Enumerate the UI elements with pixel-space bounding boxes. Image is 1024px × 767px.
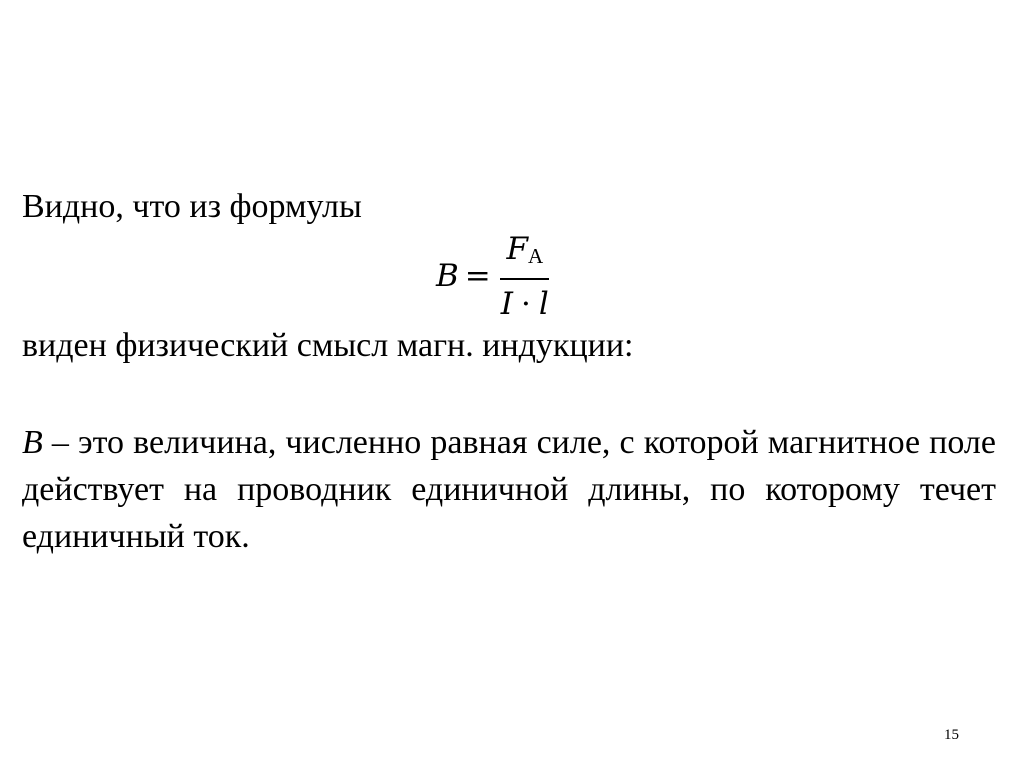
definition-text: – это величина, численно равная силе, с которой магнитное поле действует на проводник единичной длины, по которому течет единичный ток. (22, 424, 996, 555)
formula-equals: = (464, 258, 491, 294)
induction-formula (436, 226, 555, 326)
intro-text: Видно, что из формулы (22, 188, 362, 225)
denominator-operator: · (521, 285, 531, 322)
denominator-length: l (538, 285, 549, 322)
numerator-subscript: А (527, 243, 544, 268)
page-number: 15 (944, 727, 959, 743)
formula-denominator (495, 280, 555, 324)
formula-fraction (495, 229, 555, 324)
denominator-current: I (500, 285, 514, 322)
definition-variable: B (22, 424, 43, 461)
physical-sense-text: виден физический смысл магн. индукции: (22, 327, 634, 364)
definition-paragraph (22, 419, 996, 560)
formula-numerator (500, 229, 549, 280)
numerator-symbol: F (506, 230, 528, 267)
formula-lhs: B (436, 258, 459, 294)
